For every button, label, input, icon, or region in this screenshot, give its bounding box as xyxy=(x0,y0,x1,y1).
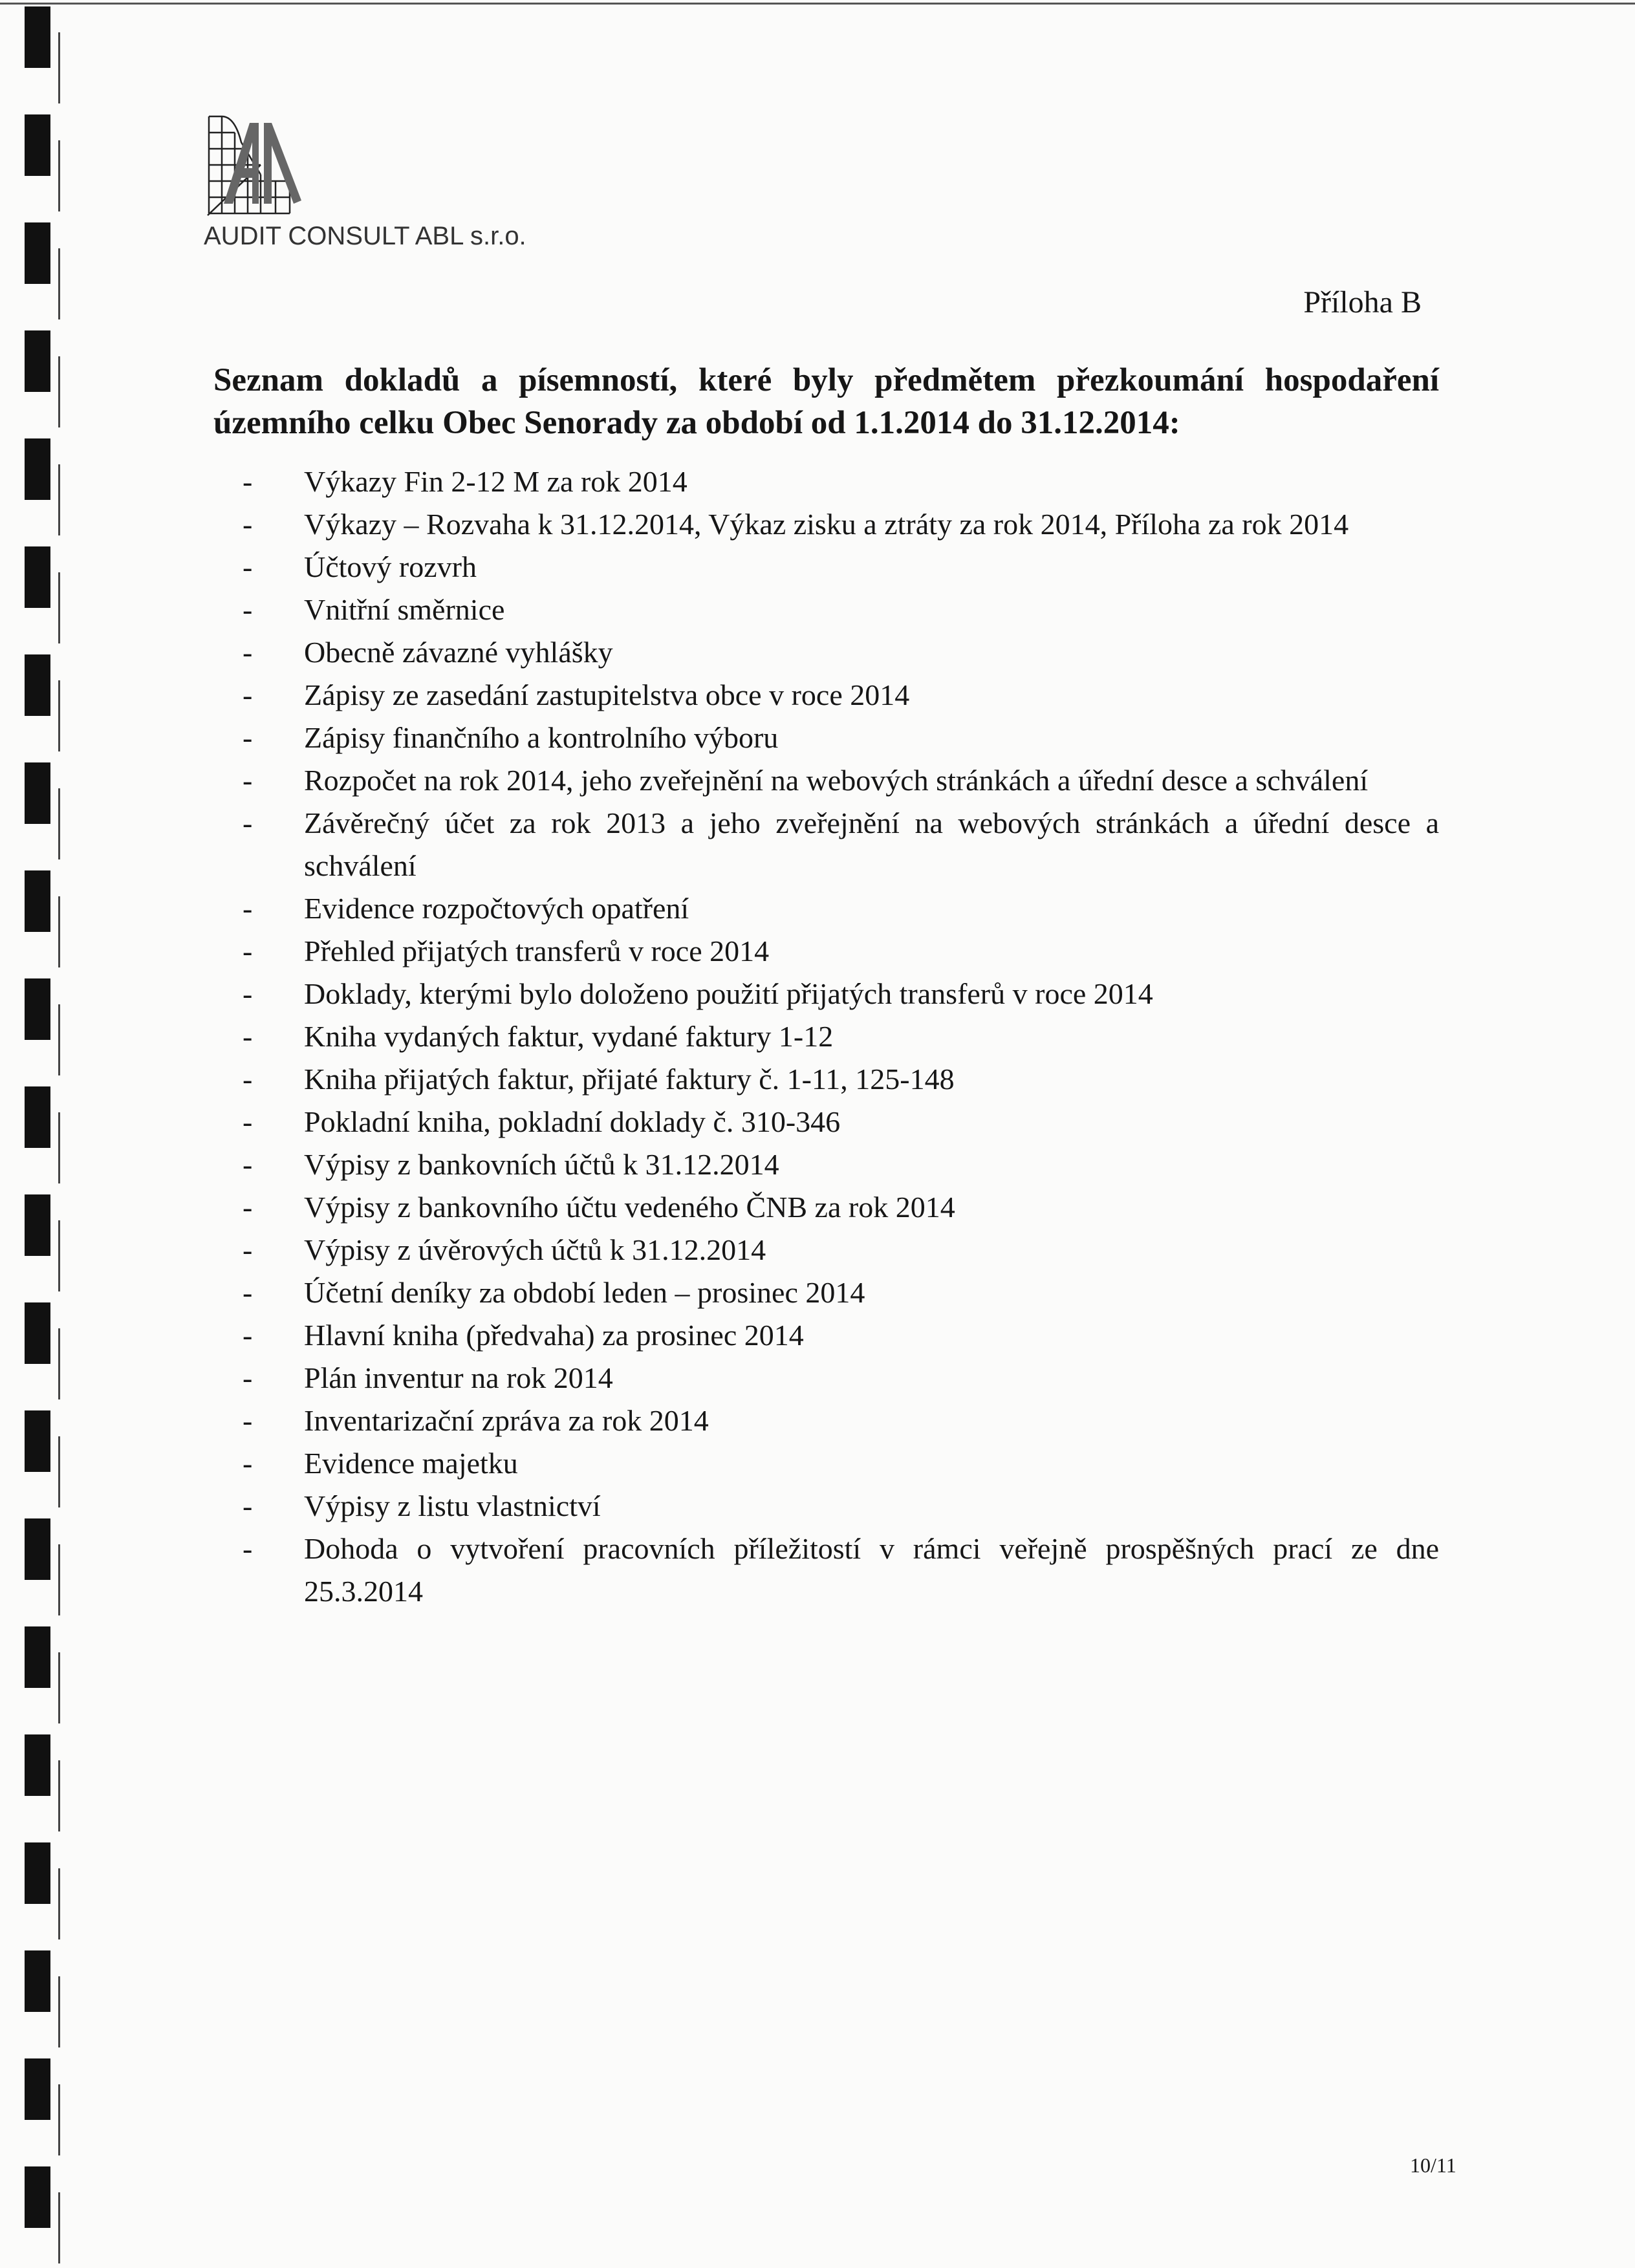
list-bullet: - xyxy=(243,636,253,669)
list-item xyxy=(243,1015,1439,1058)
list-item xyxy=(243,1314,1439,1357)
document-list xyxy=(243,460,1439,1613)
list-item xyxy=(243,1101,1439,1143)
list-item-text: Výpisy z úvěrových účtů k 31.12.2014 xyxy=(304,1233,766,1266)
list-item-text: Obecně závazné vyhlášky xyxy=(304,636,613,669)
binding-hole xyxy=(25,978,50,1040)
binding-mark xyxy=(58,1652,60,1723)
list-bullet: - xyxy=(243,593,253,626)
list-item-text: Kniha vydaných faktur, vydané faktury 1-12 xyxy=(304,1020,834,1053)
list-bullet: - xyxy=(243,1191,253,1224)
binding-hole xyxy=(25,1194,50,1256)
list-item-text: Výkazy – Rozvaha k 31.12.2014, Výkaz zisku a ztráty za rok 2014, Příloha za rok 2014 xyxy=(304,508,1349,541)
list-bullet: - xyxy=(243,1020,253,1053)
list-bullet: - xyxy=(243,508,253,541)
binding-hole xyxy=(25,1950,50,2012)
binding-hole xyxy=(25,114,50,176)
list-item xyxy=(243,973,1439,1015)
list-item-text: Účetní deníky za období leden – prosinec 2014 xyxy=(304,1276,865,1309)
list-item xyxy=(243,460,1439,503)
list-item xyxy=(243,631,1439,674)
binding-hole xyxy=(25,222,50,284)
list-item-text: Pokladní kniha, pokladní doklady č. 310-346 xyxy=(304,1105,841,1138)
binding-hole xyxy=(25,438,50,500)
list-item xyxy=(243,546,1439,589)
list-bullet: - xyxy=(243,1105,253,1138)
list-item-text: Rozpočet na rok 2014, jeho zveřejnění na webových stránkách a úřední desce a schválení xyxy=(304,764,1369,797)
binding-hole xyxy=(25,1626,50,1688)
list-item xyxy=(243,674,1439,717)
list-item-text: Zápisy ze zasedání zastupitelstva obce v roce 2014 xyxy=(304,678,910,711)
binding-hole xyxy=(25,1302,50,1364)
binding-mark xyxy=(58,140,60,211)
title-line-2: územního celku Obec Senorady za období od 1.1.2014 do 31.12.2014: xyxy=(213,405,1180,441)
list-bullet: - xyxy=(243,721,253,754)
binding-mark xyxy=(58,2084,60,2155)
list-bullet: - xyxy=(243,465,253,498)
page-number: 10/11 xyxy=(1410,2154,1456,2177)
list-item-text: Výpisy z bankovního účtu vedeného ČNB za rok 2014 xyxy=(304,1191,955,1224)
list-item xyxy=(243,1357,1439,1399)
binding-mark xyxy=(58,1436,60,1507)
binding-hole xyxy=(25,1518,50,1580)
list-item-text: Dohoda o vytvoření pracovních příležitostí v rámci veřejně prospěšných prací ze dne 25.3.2014 xyxy=(304,1532,1439,1608)
list-item xyxy=(243,1485,1439,1528)
binding-mark xyxy=(58,248,60,319)
list-bullet: - xyxy=(243,1148,253,1181)
list-item-text: Výkazy Fin 2-12 M za rok 2014 xyxy=(304,465,688,498)
list-item xyxy=(243,759,1439,802)
binding-mark xyxy=(58,1760,60,1831)
list-item xyxy=(243,1399,1439,1442)
binding-mark xyxy=(58,32,60,103)
binding-mark xyxy=(58,1544,60,1615)
binding-hole xyxy=(25,870,50,932)
binding-hole xyxy=(25,1842,50,1904)
binding-mark xyxy=(58,788,60,859)
title-line-1: Seznam dokladů a písemností, které byly předmětem přezkoumání hospodaření xyxy=(213,362,1439,398)
list-item-text: Výpisy z bankovních účtů k 31.12.2014 xyxy=(304,1148,779,1181)
binding-mark xyxy=(58,1328,60,1399)
company-logo xyxy=(206,113,348,217)
binding-hole xyxy=(25,1410,50,1472)
list-bullet: - xyxy=(243,892,253,925)
annex-label: Příloha B xyxy=(1303,285,1422,319)
binding-mark xyxy=(58,1976,60,2047)
list-bullet: - xyxy=(243,806,253,839)
list-bullet: - xyxy=(243,1276,253,1309)
list-item xyxy=(243,1442,1439,1485)
list-bullet: - xyxy=(243,934,253,967)
list-item xyxy=(243,503,1439,546)
list-item-text: Kniha přijatých faktur, přijaté faktury č. 1-11, 125-148 xyxy=(304,1063,955,1096)
list-item xyxy=(243,1058,1439,1101)
list-item-text: Inventarizační zpráva za rok 2014 xyxy=(304,1404,709,1437)
binding-hole xyxy=(25,6,50,68)
binding-mark xyxy=(58,896,60,967)
binding-mark xyxy=(58,1220,60,1291)
binding-hole xyxy=(25,654,50,716)
binding-mark xyxy=(58,1112,60,1183)
list-item xyxy=(243,887,1439,930)
list-bullet: - xyxy=(243,1447,253,1480)
list-item xyxy=(243,1143,1439,1186)
list-bullet: - xyxy=(243,764,253,797)
list-item-text: Evidence rozpočtových opatření xyxy=(304,892,689,925)
binding-hole xyxy=(25,762,50,824)
binding-mark xyxy=(58,1868,60,1939)
list-item-text: Výpisy z listu vlastnictví xyxy=(304,1489,601,1522)
list-item-text: Evidence majetku xyxy=(304,1447,518,1480)
binding-mark xyxy=(58,572,60,643)
list-item xyxy=(243,802,1439,887)
binding-hole xyxy=(25,2166,50,2228)
list-bullet: - xyxy=(243,550,253,583)
list-item-text: Hlavní kniha (předvaha) za prosinec 2014 xyxy=(304,1319,804,1352)
list-bullet: - xyxy=(243,977,253,1010)
binding-mark xyxy=(58,680,60,751)
list-bullet: - xyxy=(243,1063,253,1096)
binding-hole xyxy=(25,2058,50,2120)
list-item-text: Závěrečný účet za rok 2013 a jeho zveřejnění na webových stránkách a úřední desce a schválení xyxy=(304,806,1439,882)
list-item xyxy=(243,930,1439,973)
list-bullet: - xyxy=(243,1361,253,1394)
company-name: AUDIT CONSULT ABL s.r.o. xyxy=(204,222,526,250)
binding-mark xyxy=(58,464,60,535)
binding-mark xyxy=(58,356,60,427)
list-bullet: - xyxy=(243,678,253,711)
binding-hole xyxy=(25,546,50,608)
list-item xyxy=(243,589,1439,631)
list-bullet: - xyxy=(243,1233,253,1266)
list-item-text: Účtový rozvrh xyxy=(304,550,477,583)
binding-mark xyxy=(58,1004,60,1075)
list-bullet: - xyxy=(243,1532,253,1565)
list-bullet: - xyxy=(243,1489,253,1522)
list-item-text: Vnitřní směrnice xyxy=(304,593,505,626)
binding-mark xyxy=(58,2192,60,2263)
list-item-text: Plán inventur na rok 2014 xyxy=(304,1361,613,1394)
list-item-text: Přehled přijatých transferů v roce 2014 xyxy=(304,934,770,967)
binding-hole xyxy=(25,330,50,392)
scan-top-edge xyxy=(0,3,1635,5)
list-bullet: - xyxy=(243,1319,253,1352)
list-bullet: - xyxy=(243,1404,253,1437)
binding-hole xyxy=(25,1086,50,1148)
binding-hole xyxy=(25,1734,50,1796)
list-item xyxy=(243,1271,1439,1314)
list-item xyxy=(243,1528,1439,1613)
list-item-text: Doklady, kterými bylo doloženo použití přijatých transferů v roce 2014 xyxy=(304,977,1153,1010)
document-title xyxy=(213,359,1439,444)
list-item xyxy=(243,1229,1439,1271)
list-item xyxy=(243,1186,1439,1229)
list-item xyxy=(243,717,1439,759)
binding-holes xyxy=(0,0,91,2268)
list-item-text: Zápisy finančního a kontrolního výboru xyxy=(304,721,779,754)
